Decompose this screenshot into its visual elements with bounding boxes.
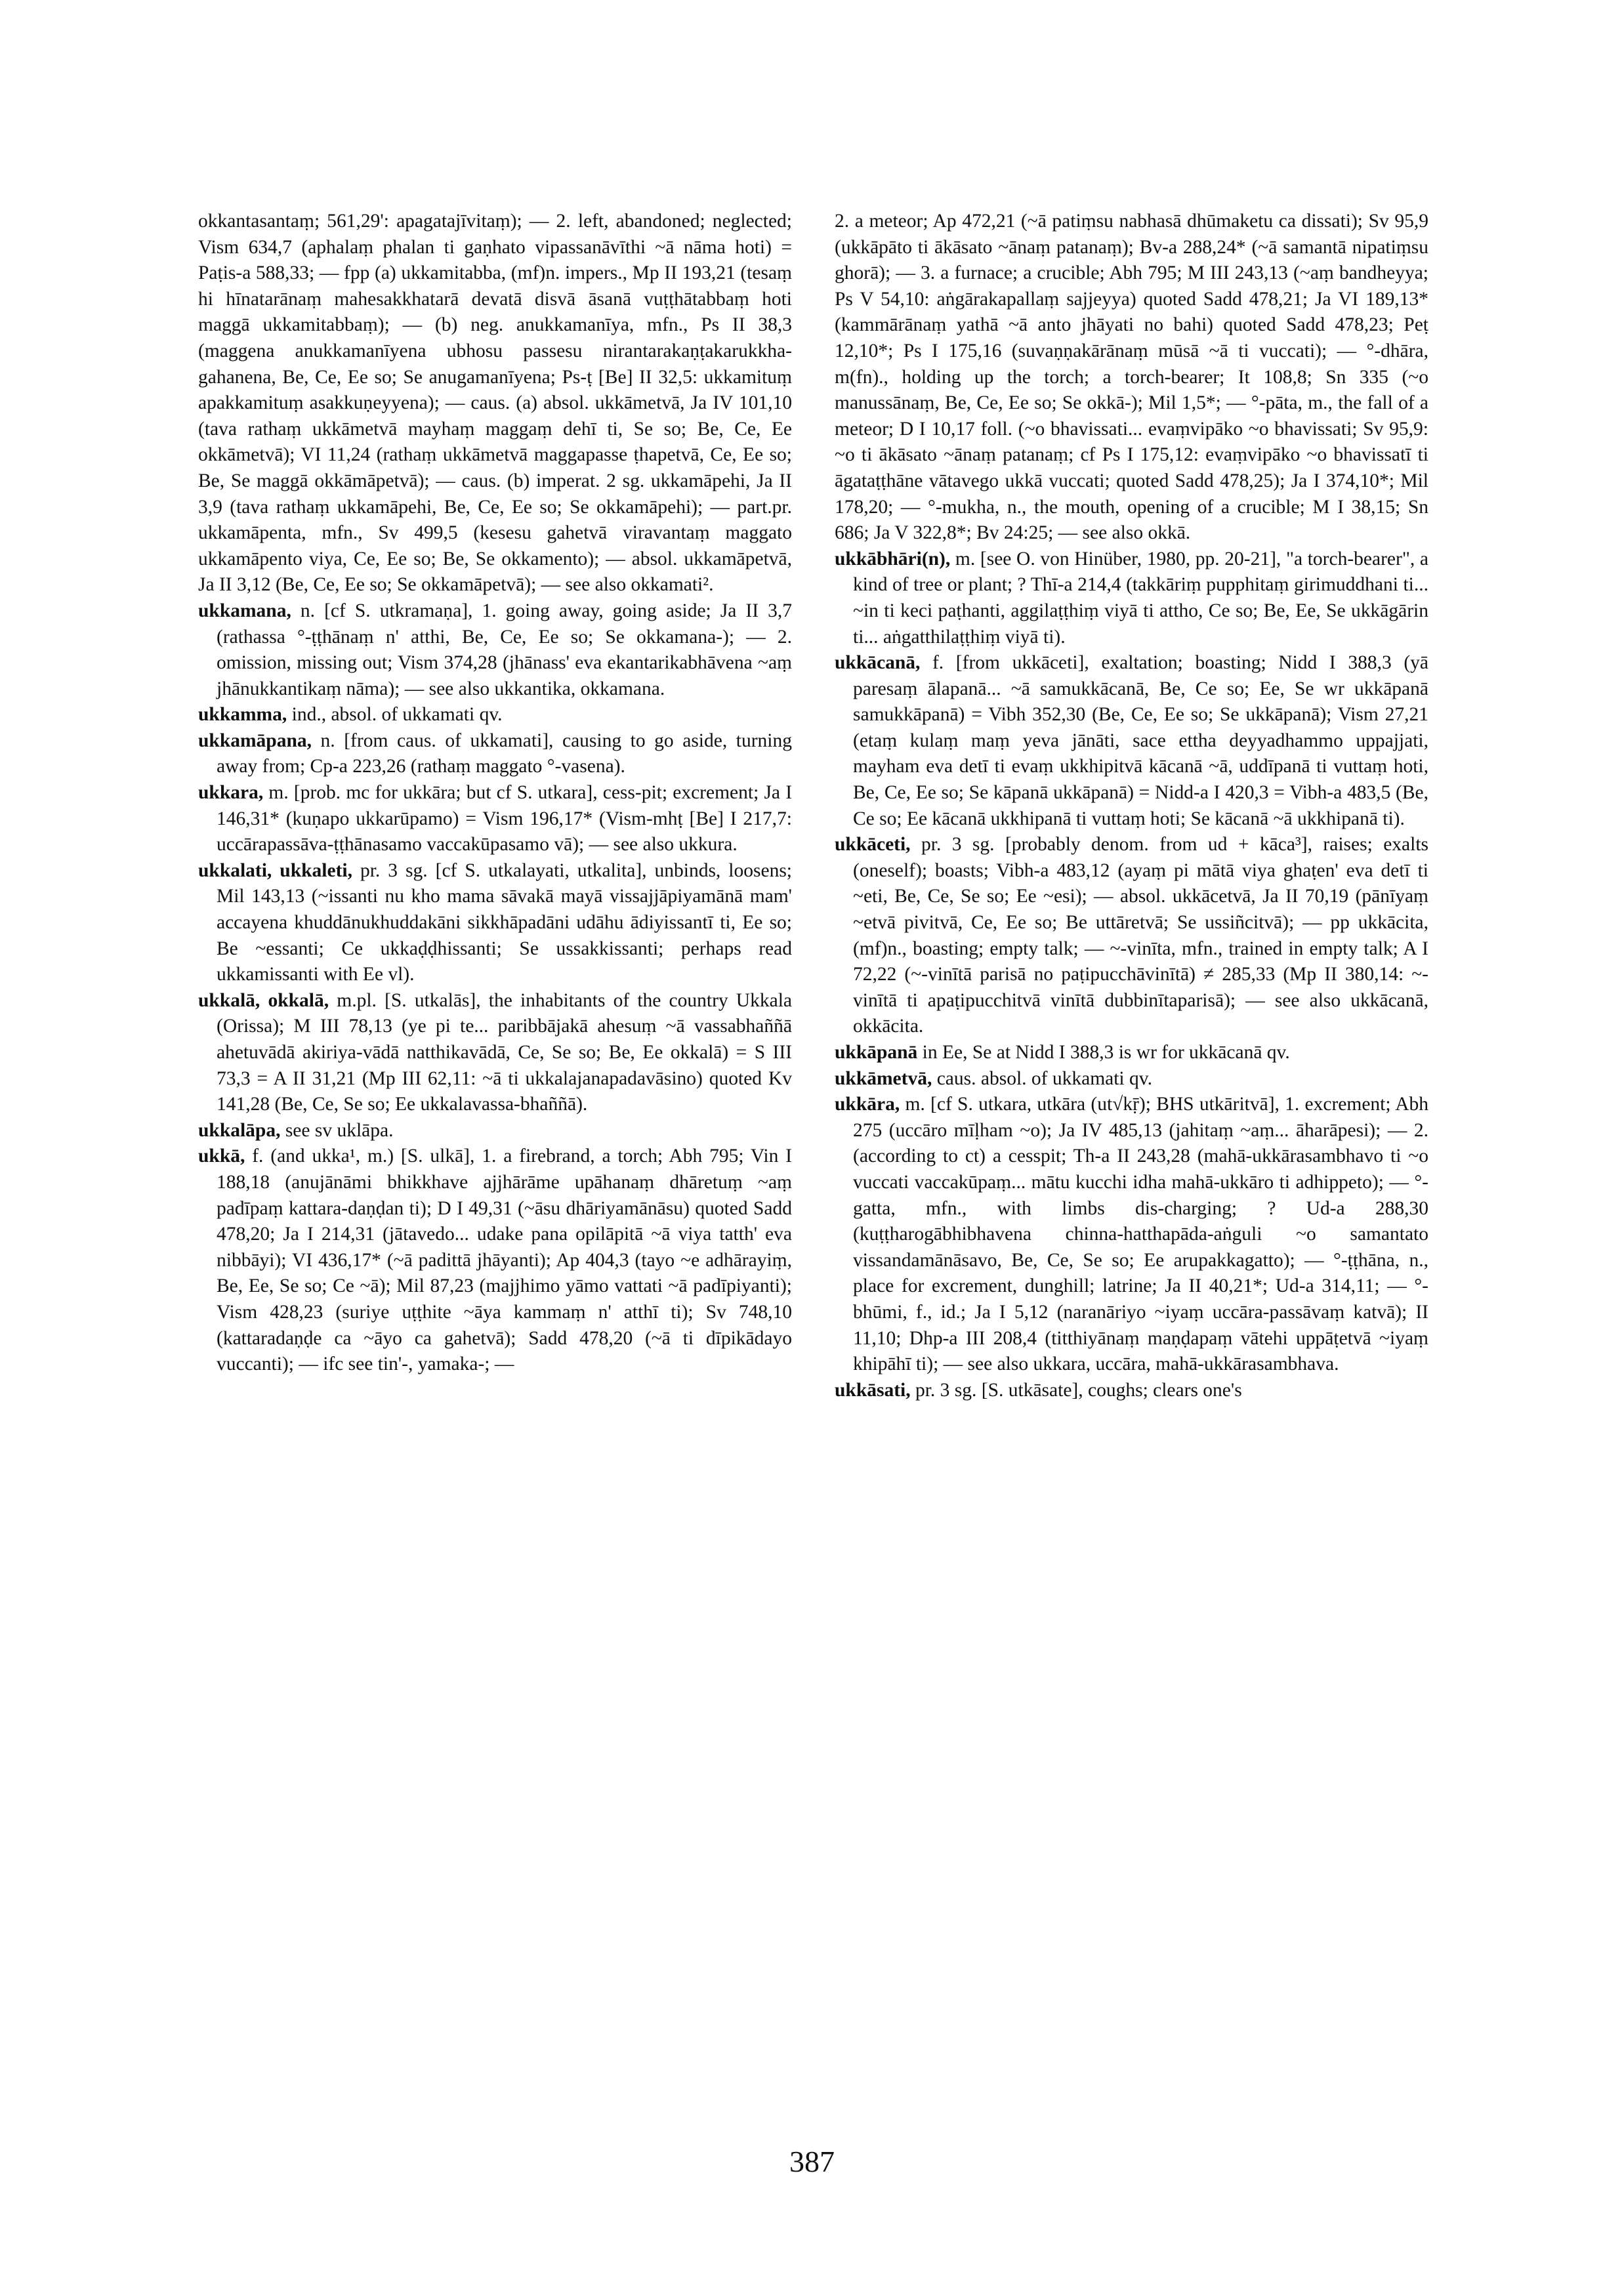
dictionary-entry (198, 1118, 792, 1144)
entry-text: f. (and ukka¹, m.) [S. ulkā], 1. a firebrand, a torch; Abh 795; Vin I 188,18 (anujānāmi bhikkhave ajjhārāme upāhanaṃ dhāretuṃ ~aṃ padīpaṃ kattara-daṇḍan ti); D I 49,31 (~āsu dhāriyamānāsu) quoted Sadd 478,20; Ja I 214,31 (jātavedo... udake pana opilāpitā ~ā viya tatth' eva nibbāyi); VI 436,17* (~ā padittā jhāyanti); Ap 404,3 (tayo ~e adhārayiṃ, Be, Ee, Se so; Ce ~ā); Mil 87,23 (majjhimo yāmo vattati ~ā padīpiyanti); Vism 428,23 (suriye uṭṭhite ~āya kammaṃ n' atthī ti); Sv 748,10 (kattaradaṇḍe ca ~āyo ca gahetvā); Sadd 478,20 (~ā ti dīpikādayo vuccanti); — ifc see tin'-, yamaka-; — (217, 1146, 792, 1375)
entry-text: see sv uklāpa. (285, 1119, 394, 1141)
dictionary-entry (835, 1040, 1428, 1066)
entry-text: 2. a meteor; Ap 472,21 (~ā patiṃsu nabhasā dhūmaketu ca dissati); Sv 95,9 (ukkāpāto ti ākāsato ~ānaṃ patanaṃ); Bv-a 288,24* (~ā samantā nipatiṃsu ghorā); — 3. a furnace; a crucible; Abh 795; M III 243,13 (~aṃ bandheyya; Ps V 54,10: aṅgārakapallaṃ sajjeyya) quoted Sadd 478,21; Ja VI 189,13* (kammārānaṃ yathā ~ā anto jhāyati no bahi) quoted Sadd 478,23; Peṭ 12,10*; Ps I 175,16 (suvaṇṇakārānaṃ mūsā ~ā ti vuccati); — °-dhāra, m(fn)., holding up the torch; a torch-bearer; It 108,8; Sn 335 (~o manussānaṃ, Be, Ce, Ee so; Se okkā-); Mil 1,5*; — °-pāta, m., the fall of a meteor; D I 10,17 foll. (~o bhavissati... evaṃvipāko ~o bhavissati; Sv 95,9: ~o ti ākāsato ~ānaṃ patanaṃ; cf Ps I 175,12: evaṃvipāko ~o bhavissatī ti āgataṭṭhāne vātavego ukkā vuccati; quoted Sadd 478,25); Ja I 374,10*; Mil 178,20; — °-mukha, n., the mouth, opening of a crucible; M I 38,15; Sn 686; Ja V 322,8*; Bv 24:25; — see also okkā. (835, 211, 1428, 544)
entry-text: f. [from ukkāceti], exaltation; boasting; Nidd I 388,3 (yā paresaṃ ālapanā... ~ā samukkācanā, Be, Ce so; Ee, Se wr ukkāpanā samukkāpanā) = Vibh 352,30 (Be, Ce, Ee so; Se ukkāpanā); Vism 27,21 (etaṃ kulaṃ maṃ yeva jānāti, sace ettha deyyadhammo uppajjati, mayham eva detī ti evaṃ ukkhipitvā kācanā ~ā, uddīpanā ti vuttaṃ hoti, Be, Ce, Ee so; Se kāpanā ukkāpanā) = Nidd-a I 420,3 = Vibh-a 483,5 (Be, Ce so; Ee kācanā ukkhipanā ti vuttaṃ hoti; Se kācanā ~ā ukkhipanā ti). (853, 652, 1428, 829)
headword: ukkāceti, (835, 834, 911, 856)
headword: ukkāpanā (835, 1042, 918, 1063)
headword: ukkara, (198, 782, 264, 804)
dictionary-entry (198, 598, 792, 702)
headword: ukkalāpa, (198, 1119, 281, 1141)
headword: ukkalati, ukkaleti, (198, 859, 352, 881)
entry-text: pr. 3 sg. [cf S. utkalayati, utkalita], unbinds, loosens; Mil 143,13 (~issanti nu kho mama sāvakā mayā vissajjāpiyamānā mam' accayena khuddānukhuddakāni sikkhāpadāni udāhu ādiyissantī ti, Ee so; Be ~essanti; Ce ukkaḍḍhissanti; Se ussakkissanti; perhaps read ukkamissanti with Ee vl). (217, 859, 792, 985)
headword: ukkābhāri(n), (835, 548, 951, 569)
headword: ukkalā, okkalā, (198, 989, 329, 1011)
entry-text: n. [from caus. of ukkamati], causing to go aside, turning away from; Cp-a 223,26 (rathaṃ maggato °-vasena). (217, 730, 792, 777)
headword: ukkā, (198, 1146, 245, 1167)
dictionary-entry (835, 1378, 1428, 1404)
dictionary-entry (198, 1144, 792, 1377)
dictionary-entry (835, 209, 1428, 547)
dictionary-entry (835, 547, 1428, 650)
entry-text: in Ee, Se at Nidd I 388,3 is wr for ukkācanā qv. (922, 1042, 1290, 1063)
entry-text: pr. 3 sg. [probably denom. from ud + kāca³], raises; exalts (oneself); boasts; Vibh-a 483,12 (ayaṃ pi mātā viya ghaṭen' eva detī ti ~eti, Be, Ce, Se so; Ee ~esi); — absol. ukkācetvā, Ja II 70,19 (pānīyaṃ ~etvā pivitvā, Ce, Ee so; Be uttāretvā; Se ussiñcitvā); — pp ukkācita, (mf)n., boasting; empty talk; — ~-vinīta, mfn., trained in empty talk; A I 72,22 (~-vinītā parisā no paṭipucchāvinītā) ≠ 285,33 (Mp II 380,14: ~-vinītā ti apaṭipucchitvā vinītā dubbinītaparisā); — see also ukkācanā, okkācita. (853, 834, 1429, 1037)
headword: ukkācanā, (835, 652, 921, 674)
entry-text: m. [cf S. utkara, utkāra (ut√kṝ); BHS utkāritvā], 1. excrement; Abh 275 (uccāro mīḷham ~o); Ja IV 485,13 (jahitaṃ ~aṃ... āharāpesi); — 2. (according to ct) a cesspit; Th-a II 243,28 (mahā-ukkārasambhavo ti ~o vuccati vaccakūpaṃ... mātu kucchi idha mahā-ukkāro ti adhippeto); — °-gatta, mfn., with limbs dis-charging; ? Ud-a 288,30 (kuṭṭharogābhibhavena chinna-hatthapāda-aṅguli ~o samantato vissandamānāsavo, Be, Ce, Se so; Ee arupakkagatto); — °-ṭṭhāna, n., place for excrement, dunghill; latrine; Ja II 40,21*; Ud-a 314,11; — °-bhūmi, f., id.; Ja I 5,12 (naranāriyo ~iyaṃ uccāra-passāvaṃ katvā); II 11,10; Dhp-a III 208,4 (titthiyānaṃ maṇḍapaṃ vātehi uppāṭetvā ~iyaṃ khipāhī ti); — see also ukkara, uccāra, mahā-ukkārasambhava. (853, 1094, 1428, 1375)
dictionary-entry (198, 858, 792, 988)
entry-text: m.pl. [S. utkalās], the inhabitants of the country Ukkala (Orissa); M III 78,13 (ye pi te... paribbājakā ahesuṃ ~ā vassabhaññā ahetuvādā akiriya-vādā natthikavādā, Ce, Se so; Be, Ee okkalā) = S III 73,3 = A II 31,21 (Mp III 62,11: ~ā ti ukkalajanapadavāsino) quoted Kv 141,28 (Be, Ce, Se so; Ee ukkalavassa-bhaññā). (217, 989, 792, 1115)
headword: ukkamāpana, (198, 730, 312, 751)
headword: ukkamana, (198, 600, 291, 621)
dictionary-entry (835, 1066, 1428, 1092)
headword: ukkāsati, (835, 1379, 911, 1401)
headword: ukkāra, (835, 1094, 900, 1115)
entry-text: caus. absol. of ukkamati qv. (936, 1067, 1152, 1089)
dictionary-entry (198, 780, 792, 858)
entry-text: ind., absol. of ukkamati qv. (291, 704, 503, 726)
dictionary-entry (835, 650, 1428, 832)
headword: ukkamma, (198, 704, 287, 726)
entry-text: okkantasantaṃ; 561,29': apagatajīvitaṃ); — 2. left, abandoned; neglected; Vism 634,7 (aphalaṃ phalan ti gaṇhato vipassanāvīthi ~ā nāma hoti) = Paṭis-a 588,33; — fpp (a) ukkamitabba, (mf)n. impers., Mp II 193,21 (tesaṃ hi hīnatarānaṃ mahesakkhatarā devatā disvā āsanā vuṭṭhātabbaṃ hoti maggā ukkamitabbaṃ); — (b) neg. anukkamanīya, mfn., Ps II 38,3 (maggena anukkamanīyena ubhosu passesu nirantarakaṇṭakarukkha-gahanena, Be, Ce, Ee so; Se anugamanīyena; Ps-ṭ [Be] II 32,5: ukkamituṃ apakkamituṃ asakkuṇeyyena); — caus. (a) absol. ukkāmetvā, Ja IV 101,10 (tava rathaṃ ukkāmetvā mayhaṃ maggaṃ dehī ti, Se so; Be, Ce, Ee okkāmetvā); VI 11,24 (rathaṃ ukkāmetvā maggapasse ṭhapetvā, Ce, Ee so; Be, Se maggā okkāmāpetvā); — caus. (b) imperat. 2 sg. ukkamāpehi, Ja II 3,9 (tava rathaṃ ukkamāpehi, Be, Ce, Ee so; Se okkamāpehi); — part.pr. ukkamāpenta, mfn., Sv 499,5 (kesesu gahetvā viravantaṃ maggato ukkamāpento viya, Ce, Ee so; Be, Se okkamento); — absol. ukkamāpetvā, Ja II 3,12 (Be, Ce, Ee so; Se okkamāpetvā); — see also okkamati². (198, 211, 792, 596)
dictionary-entry (198, 728, 792, 780)
dictionary-entry (198, 988, 792, 1118)
dictionary-entry (198, 702, 792, 728)
entry-text: pr. 3 sg. [S. utkāsate], coughs; clears one's (915, 1379, 1242, 1401)
right-column (835, 209, 1428, 1403)
entry-text: n. [cf S. utkramaṇa], 1. going away, going aside; Ja II 3,7 (rathassa °-ṭṭhānaṃ n' atthi, Be, Ce, Ee so; Se okkamana-); — 2. omission, missing out; Vism 374,28 (jhānass' eva ekantarikabhāvena ~aṃ jhānukkantikaṃ nāma); — see also ukkantika, okkamana. (217, 600, 793, 699)
dictionary-entry (198, 209, 792, 598)
dictionary-entry (835, 1092, 1428, 1378)
entry-text: m. [prob. mc for ukkāra; but cf S. utkara], cess-pit; excrement; Ja I 146,31* (kuṇapo ukkarūpamo) = Vism 196,17* (Vism-mhṭ [Be] I 217,7: uccārapassāva-ṭṭhānasamo vaccakūpasamo vā); — see also ukkura. (217, 782, 793, 856)
dictionary-entry (835, 832, 1428, 1040)
headword: ukkāmetvā, (835, 1067, 932, 1089)
entry-text: m. [see O. von Hinüber, 1980, pp. 20-21], "a torch-bearer", a kind of tree or plant; ? Thī-a 214,4 (takkāriṃ pupphitaṃ girimuddhani ti... ~in ti keci paṭhanti, aggilaṭṭhiṃ viyā ti attho, Ce so; Be, Ee, Se ukkāgārin ti... aṅgatthilaṭṭhiṃ viyā ti). (853, 548, 1429, 648)
page-number: 387 (789, 2145, 835, 2178)
left-column (198, 209, 792, 1378)
